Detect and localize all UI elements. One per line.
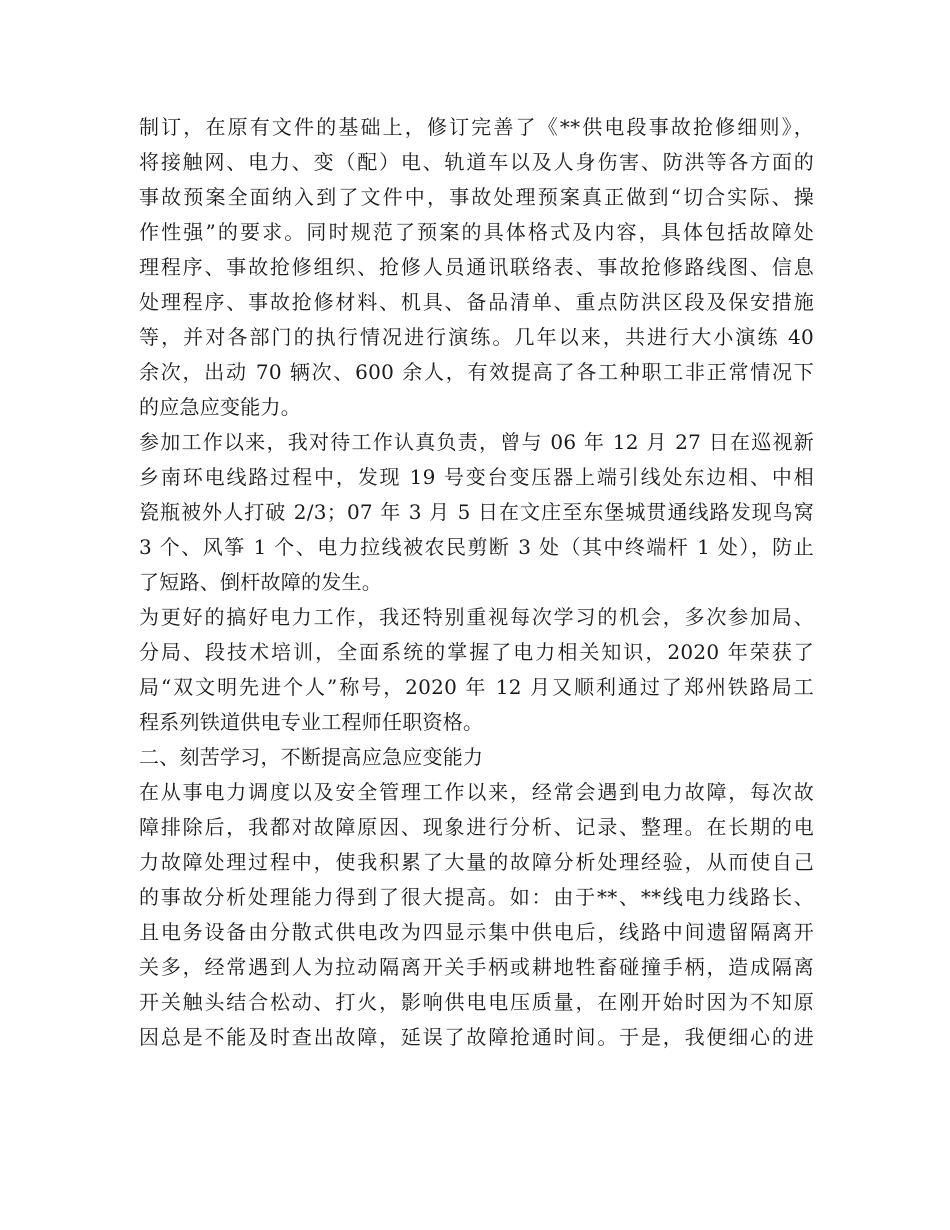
text-line: 因总是不能及时查出故障，延误了故障抢通时间。于是，我便细心的进 xyxy=(139,1025,814,1049)
text-line: 障排除后，我都对故障原因、现象进行分析、记录、整理。在长期的电 xyxy=(139,815,814,839)
text-line: 二、刻苦学习，不断提高应急应变能力 xyxy=(139,745,484,769)
text-line: 开关触头结合松动、打火，影响供电电压质量，在刚开始时因为不知原 xyxy=(139,990,814,1014)
text-line: 参加工作以来，我对待工作认真负责，曾与 06 年 12 月 27 日在巡视新 xyxy=(139,430,814,454)
text-line: 的应急应变能力。 xyxy=(139,395,301,419)
text-line: 分局、段技术培训，全面系统的掌握了电力相关知识，2020 年荣获了 xyxy=(139,640,814,664)
text-line: 且电务设备由分散式供电改为四显示集中供电后，线路中间遗留隔离开 xyxy=(139,920,814,944)
text-line: 瓷瓶被外人打破 2/3；07 年 3 月 5 日在文庄至东堡城贯通线路发现鸟窝 xyxy=(139,500,814,524)
text-line: 将接触网、电力、变（配）电、轨道车以及人身伤害、防洪等各方面的 xyxy=(139,150,814,174)
text-line: 理程序、事故抢修组织、抢修人员通讯联络表、事故抢修路线图、信息 xyxy=(139,255,814,279)
text-line: 的事故分析处理能力得到了很大提高。如：由于**、**线电力线路长、 xyxy=(139,885,814,909)
text-line: 力故障处理过程中，使我积累了大量的故障分析处理经验，从而使自己 xyxy=(139,850,814,874)
document-body xyxy=(139,110,814,1055)
text-line: 在从事电力调度以及安全管理工作以来，经常会遇到电力故障，每次故 xyxy=(139,780,814,804)
text-line: 作性强”的要求。同时规范了预案的具体格式及内容，具体包括故障处 xyxy=(139,220,814,244)
text-line: 关多，经常遇到人为拉动隔离开关手柄或耕地牲畜碰撞手柄，造成隔离 xyxy=(139,955,814,979)
text-line: 程系列铁道供电专业工程师任职资格。 xyxy=(139,710,484,734)
text-line: 等，并对各部门的执行情况进行演练。几年以来，共进行大小演练 40 xyxy=(139,325,814,349)
text-line: 事故预案全面纳入到了文件中，事故处理预案真正做到“切合实际、操 xyxy=(139,185,814,209)
text-line: 局“双文明先进个人”称号，2020 年 12 月又顺利通过了郑州铁路局工 xyxy=(139,675,814,699)
text-line: 制订，在原有文件的基础上，修订完善了《**供电段事故抢修细则》， xyxy=(139,115,814,139)
text-line: 3 个、风筝 1 个、电力拉线被农民剪断 3 处（其中终端杆 1 处），防止 xyxy=(139,535,814,559)
text-line: 为更好的搞好电力工作，我还特别重视每次学习的机会，多次参加局、 xyxy=(139,605,814,629)
text-line: 了短路、倒杆故障的发生。 xyxy=(139,570,382,594)
text-line: 余次，出动 70 辆次、600 余人，有效提高了各工种职工非正常情况下 xyxy=(139,360,814,384)
text-line: 乡南环电线路过程中，发现 19 号变台变压器上端引线处东边相、中相 xyxy=(139,465,814,489)
text-line: 处理程序、事故抢修材料、机具、备品清单、重点防洪区段及保安措施 xyxy=(139,290,814,314)
